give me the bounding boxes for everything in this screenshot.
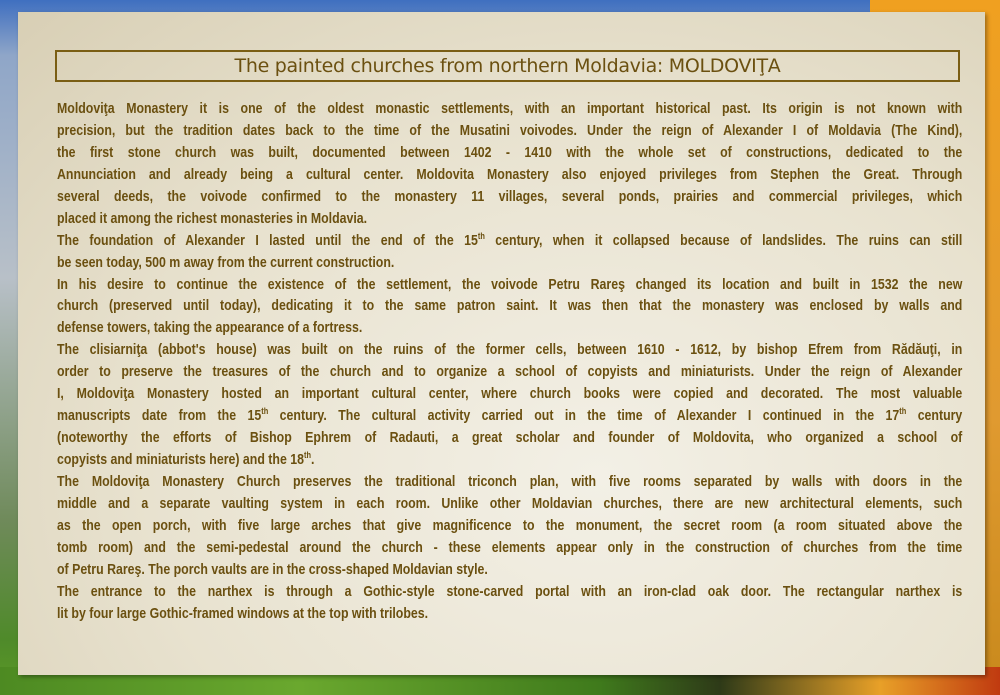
text-segment: church (preserved until today), dedicating it to the same patron saint. It was then that the monastery was enclosed by walls and: [57, 297, 963, 315]
text-line: [57, 208, 962, 230]
text-line: [57, 581, 962, 603]
paragraph: [57, 98, 962, 230]
paragraph: [57, 471, 962, 581]
page-title: The painted churches from northern Moldavia: MOLDOVIŢA: [234, 55, 781, 77]
title-frame: [55, 50, 960, 82]
text-line: [57, 361, 962, 383]
text-segment: (noteworthy the efforts of Bishop Ephrem of Radauti, a great scholar and founder of Moldovita, who organized a school of: [57, 429, 963, 447]
text-segment: as the open porch, with five large arches that give magnificence to the monument, the secret room (a room situated above the: [57, 516, 963, 534]
body-text: [57, 98, 962, 625]
text-segment: In his desire to continue the existence of the settlement, the voivode Petru Rareş changed its location and built in 1532 the new: [57, 275, 963, 293]
text-segment: The Moldoviţa Monastery Church preserves the traditional triconch plan, with five rooms separated by walls with doors in the: [57, 472, 963, 490]
text-segment: century. The cultural activity carried out in the time of Alexander I continued in the 17: [268, 407, 900, 425]
text-segment: manuscripts date from the 15: [57, 407, 262, 425]
text-segment: century: [906, 407, 963, 425]
text-line: [57, 295, 962, 317]
text-line: [57, 405, 962, 427]
text-line: [57, 274, 962, 296]
text-segment: century, when it collapsed because of landslides. The ruins can still: [484, 231, 963, 249]
text-segment: The entrance to the narthex is through a Gothic-style stone-carved portal with an iron-clad oak door. The rectangular narthex is: [57, 582, 963, 600]
text-segment: order to preserve the treasures of the church and to organize a school of copyists and miniaturists. Under the reign of Alexander: [57, 363, 963, 381]
text-segment: of Petru Rareş. The porch vaults are in the cross-shaped Moldavian style.: [57, 560, 488, 578]
text-line: [57, 164, 962, 186]
text-line: [57, 471, 962, 493]
text-line: [57, 493, 962, 515]
text-segment: The clisiarniţa (abbot's house) was built on the ruins of the former cells, between 1610 - 1612, by bishop Efrem from Rădăuţi, in: [57, 341, 963, 359]
text-segment: the first stone church was built, documented between 1402 - 1410 with the whole set of constructions, dedicated to the: [57, 143, 963, 161]
text-line: [57, 339, 962, 361]
text-segment: The foundation of Alexander I lasted until the end of the 15: [57, 231, 478, 249]
paragraph: [57, 274, 962, 340]
paragraph: [57, 230, 962, 274]
text-line: [57, 186, 962, 208]
text-line: [57, 98, 962, 120]
text-segment: several deeds, the voivode confirmed to the monastery 11 villages, several ponds, prairies and commercial privileges, which: [57, 187, 963, 205]
superscript: th: [899, 406, 907, 417]
text-line: [57, 383, 962, 405]
text-line: [57, 449, 962, 471]
information-board: [18, 12, 985, 675]
text-segment: Moldoviţa Monastery it is one of the oldest monastic settlements, with an important historical past. Its origin is not known with: [57, 100, 963, 117]
text-segment: .: [310, 451, 315, 468]
superscript: th: [477, 230, 485, 241]
text-segment: Annunciation and already being a cultural center. Moldovita Monastery also enjoyed privileges from Stephen the Great. Through: [57, 165, 963, 183]
text-segment: precision, but the tradition dates back to the time of the Musatini voivodes. Under the reign of Alexander I of Moldavia (The Kind),: [57, 121, 963, 139]
text-line: [57, 252, 962, 274]
superscript: th: [303, 450, 311, 460]
text-segment: I, Moldoviţa Monastery hosted an important cultural center, where church books were copied and decorated. The most valuable: [57, 385, 963, 403]
text-line: [57, 427, 962, 449]
text-line: [57, 515, 962, 537]
text-line: [57, 142, 962, 164]
superscript: th: [261, 406, 269, 417]
text-segment: be seen today, 500 m away from the current construction.: [57, 253, 395, 271]
text-segment: defense towers, taking the appearance of a fortress.: [57, 319, 363, 337]
text-line: [57, 537, 962, 559]
text-segment: middle and a separate vaulting system in each room. Unlike other Moldavian churches, there are new architectural elements, such: [57, 494, 963, 512]
paragraph: [57, 581, 962, 625]
text-line: [57, 559, 962, 581]
text-segment: copyists and miniaturists here) and the 18: [57, 451, 304, 468]
text-line: [57, 603, 962, 625]
text-segment: tomb room) and the semi-pedestal around the church - these elements appear only in the construction of churches from the time: [57, 538, 963, 556]
text-segment: lit by four large Gothic-framed windows at the top with trilobes.: [57, 604, 429, 622]
text-segment: placed it among the richest monasteries in Moldavia.: [57, 209, 368, 227]
text-line: [57, 230, 962, 252]
paragraph: [57, 339, 962, 471]
text-line: [57, 120, 962, 142]
text-line: [57, 317, 962, 339]
